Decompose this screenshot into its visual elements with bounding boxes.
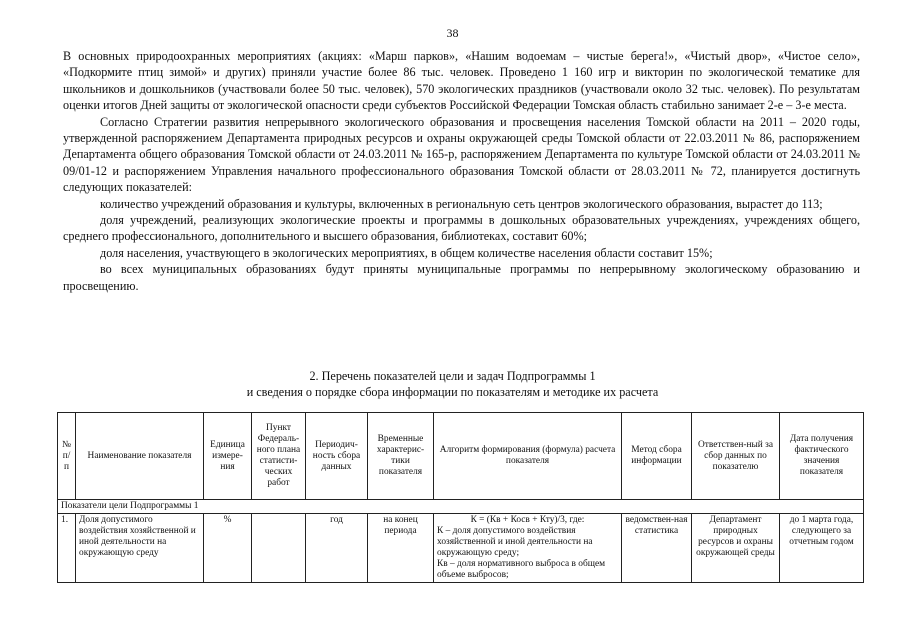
table-group-row [58,500,864,514]
cell-time-characteristics: на конец периода [368,514,434,583]
paragraph-institutions-count: количество учреждений образования и культуры, включенных в региональную сеть центров экологического образования, вырастет до 113; [100,196,823,211]
paragraph-municipal-programs: во всех муниципальных образованиях будут приняты муниципальные программы по непрерывному экологическому образованию и просвещению. [63,262,860,293]
header-date: Дата получения фактического значения показателя [780,413,864,500]
paragraph-strategy: Согласно Стратегии развития непрерывного экологического образования и просвещения населения Томской области на 2011 – 2020 годы, утвержденной распоряжением Департамента природных ресурсов и охраны окружающей среды Томской области от 22.03.2011 № 86, распоряжением Департамента общего образования Томской области от 24.03.2011 № 165-р, распоряжением Департамента по культуре Томской области от 24.03.2011 № 09/01-12 и распоряжением Управления начального профессионального образования Томской области от 28.03.2011 № 72, планируется достигнуть следующих показателей: [63,114,860,195]
header-method: Метод сбора информации [622,413,692,500]
cell-name: Доля допустимого воздействия хозяйственной и иной деятельности на окружающую среду [76,514,204,583]
cell-date: до 1 марта года, следующего за отчетным годом [780,514,864,583]
page-number: 38 [446,26,459,40]
table-header-row [58,413,864,500]
header-formula: Алгоритм формирования (формула) расчета показателя [434,413,622,500]
section-title-line-1: 2. Перечень показателей цели и задач Подпрограммы 1 [309,369,596,383]
body-text [63,48,860,294]
header-time-characteristics: Временные характерис-тики показателя [368,413,434,500]
paragraph-institutions-share: доля учреждений, реализующих экологические проекты и программы в дошкольных образовательных учреждениях, учреждениях общего, среднего профессионального, дополнительного и высшего образования, библиотеках, составит 60%; [63,213,860,244]
group-label: Показатели цели Подпрограммы 1 [58,500,864,514]
indicators-table [57,412,864,583]
cell-responsible: Департамент природных ресурсов и охраны окружающей среды [692,514,780,583]
header-responsible: Ответствен-ный за сбор данных по показателю [692,413,780,500]
formula-line-2: Кв – доля нормативного выброса в общем объеме выбросов; [437,559,606,580]
cell-num: 1. [58,514,76,583]
section-title [0,368,905,401]
cell-plan-item [252,514,306,583]
cell-formula [434,514,622,583]
cell-unit: % [204,514,252,583]
formula-main: К = (Кв + Косв + Кту)/3, где: [470,515,585,525]
formula-line-1: К – доля допустимого воздействия хозяйственной и иной деятельности на окружающую среду; [437,526,593,558]
cell-method: ведомствен-ная статистика [622,514,692,583]
paragraph-events: В основных природоохранных мероприятиях (акциях: «Марш парков», «Нашим водоемам – чистые берега!», «Чистый двор», «Чистое село», «Подкормите птиц зимой» и других) приняли участие более 86 тыс. человек. Проведено 1 160 игр и викторин по экологической тематике для школьников и дошкольников (участвовали более 50 тыс. человек), 570 экологических праздников (участвовали около 32 тыс. человек). По результатам оценки итогов Дней защиты от экологической опасности среди субъектов Российской Федерации Томская область стабильно занимает 2-е – 3-е места. [63,49,860,113]
section-title-line-2: и сведения о порядке сбора информации по показателям и методике их расчета [246,385,659,400]
header-periodicity: Периодич-ность сбора данных [306,413,368,500]
table-row [58,514,864,583]
header-plan-item: Пункт Федераль-ного плана статисти-ческих работ [252,413,306,500]
paragraph-population-share: доля населения, участвующего в экологических мероприятиях, в общем количестве населения области составит 15%; [100,245,713,260]
header-unit: Единица измере-ния [204,413,252,500]
cell-periodicity: год [306,514,368,583]
header-name: Наименование показателя [76,413,204,500]
header-num: № п/п [58,413,76,500]
